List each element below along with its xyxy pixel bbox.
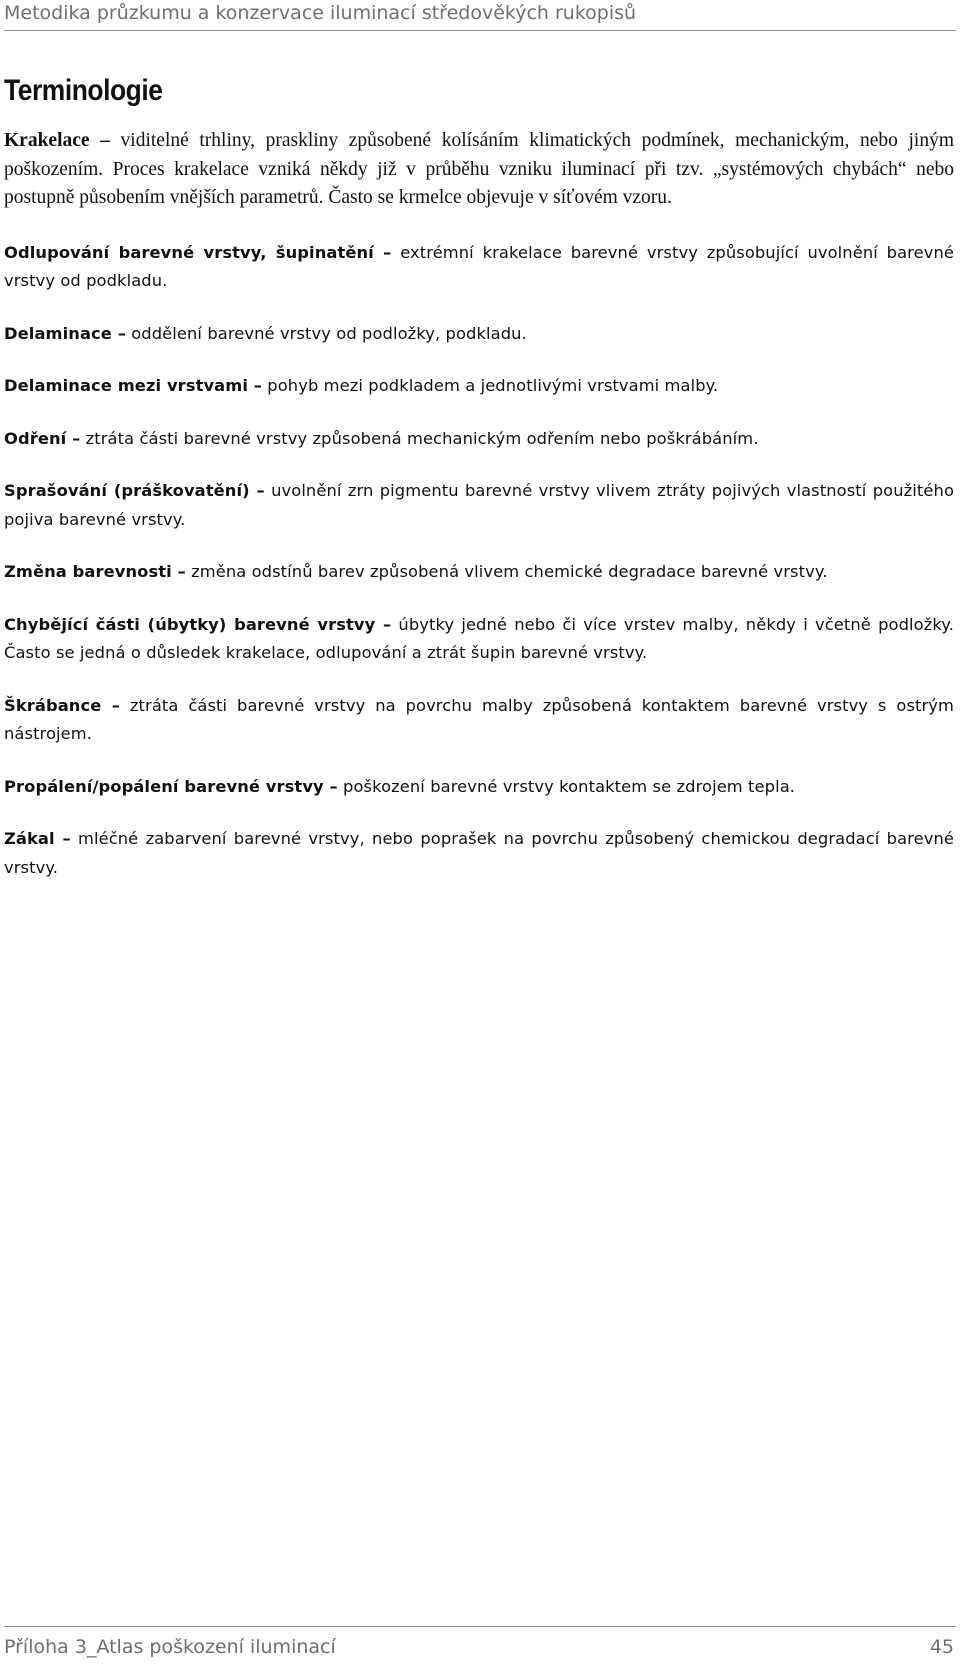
- term-label: Zákal –: [4, 829, 71, 848]
- term-definition: mléčné zabarvení barevné vrstvy, nebo poprašek na povrchu způsobený chemickou degradací barevné vrstvy.: [4, 829, 955, 877]
- term-label: Propálení/popálení barevné vrstvy –: [4, 776, 338, 796]
- term-definition: oddělení barevné vrstvy od podložky, podkladu.: [125, 323, 527, 343]
- term-entry-zmena-barevnosti: [4, 558, 954, 587]
- term-entry-sprasovani: [4, 477, 954, 534]
- term-definition: poškození barevné vrstvy kontaktem se zdrojem tepla.: [337, 776, 796, 796]
- term-label: Odření –: [4, 428, 81, 448]
- term-label: Škrábance –: [4, 695, 121, 715]
- term-definition: uvolnění zrn pigmentu barevné vrstvy vlivem ztráty pojivých vlastností použitého pojiva barevné vrstvy.: [4, 481, 955, 529]
- term-definition: extrémní krakelace barevné vrstvy způsobující uvolnění barevné vrstvy od podkladu.: [4, 242, 955, 290]
- term-entry-delaminace-mezi-vrstvami: [4, 372, 954, 401]
- term-entry-zakal: [4, 825, 954, 882]
- term-label: Chybějící části (úbytky) barevné vrstvy –: [4, 614, 392, 634]
- term-label: Sprašování (práškovatění) –: [4, 481, 265, 500]
- term-entry-delaminace: [4, 320, 954, 349]
- term-definition: změna odstínů barev způsobená vlivem chemické degradace barevné vrstvy.: [185, 562, 828, 581]
- header-divider: [4, 30, 956, 31]
- term-definition: úbytky jedné nebo či více vrstev malby, někdy i včetně podložky. Často se jedná o důsledek krakelace, odlupování a ztrát šupin barevné vrstvy.: [4, 614, 954, 662]
- term-entry-propaleni: [4, 773, 954, 802]
- term-label: Změna barevnosti –: [4, 562, 186, 581]
- running-header: Metodika průzkumu a konzervace iluminací středověkých rukopisů: [4, 2, 637, 24]
- section-title: Terminologie: [4, 74, 163, 107]
- term-definition: viditelné trhliny, praskliny způsobené kolísáním klimatických podmínek, mechanickým, nebo jiným poškozením. Proces krakelace vzniká někdy již v průběhu vzniku iluminací při tzv. „systémových chybách“ nebo postupně působením vnějších parametrů. Často se krmelce objevuje v síťovém vzoru.: [4, 130, 954, 208]
- term-entry-odreni: [4, 425, 954, 454]
- footer-document-label: Příloha 3_Atlas poškození iluminací: [4, 1636, 336, 1658]
- footer-divider: [4, 1626, 956, 1627]
- terminology-list: [4, 127, 954, 882]
- term-definition: ztráta části barevné vrstvy na povrchu malby způsobená kontaktem barevné vrstvy s ostrým nástrojem.: [4, 695, 955, 743]
- term-entry-skrabance: [4, 692, 954, 749]
- term-label: Odlupování barevné vrstvy, šupinatění –: [4, 242, 392, 262]
- term-label: Delaminace mezi vrstvami –: [4, 376, 263, 395]
- term-entry-odlupovani: [4, 239, 954, 296]
- term-entry-krakelace: [4, 127, 954, 213]
- term-label: Krakelace –: [4, 130, 110, 151]
- running-footer: [4, 1636, 954, 1658]
- term-label: Delaminace –: [4, 323, 126, 343]
- page-number: 45: [929, 1636, 954, 1658]
- term-definition: pohyb mezi podkladem a jednotlivými vrstvami malby.: [262, 376, 719, 395]
- term-definition: ztráta části barevné vrstvy způsobená mechanickým odřením nebo poškrábáním.: [80, 428, 759, 448]
- term-entry-chybejici-casti: [4, 611, 954, 668]
